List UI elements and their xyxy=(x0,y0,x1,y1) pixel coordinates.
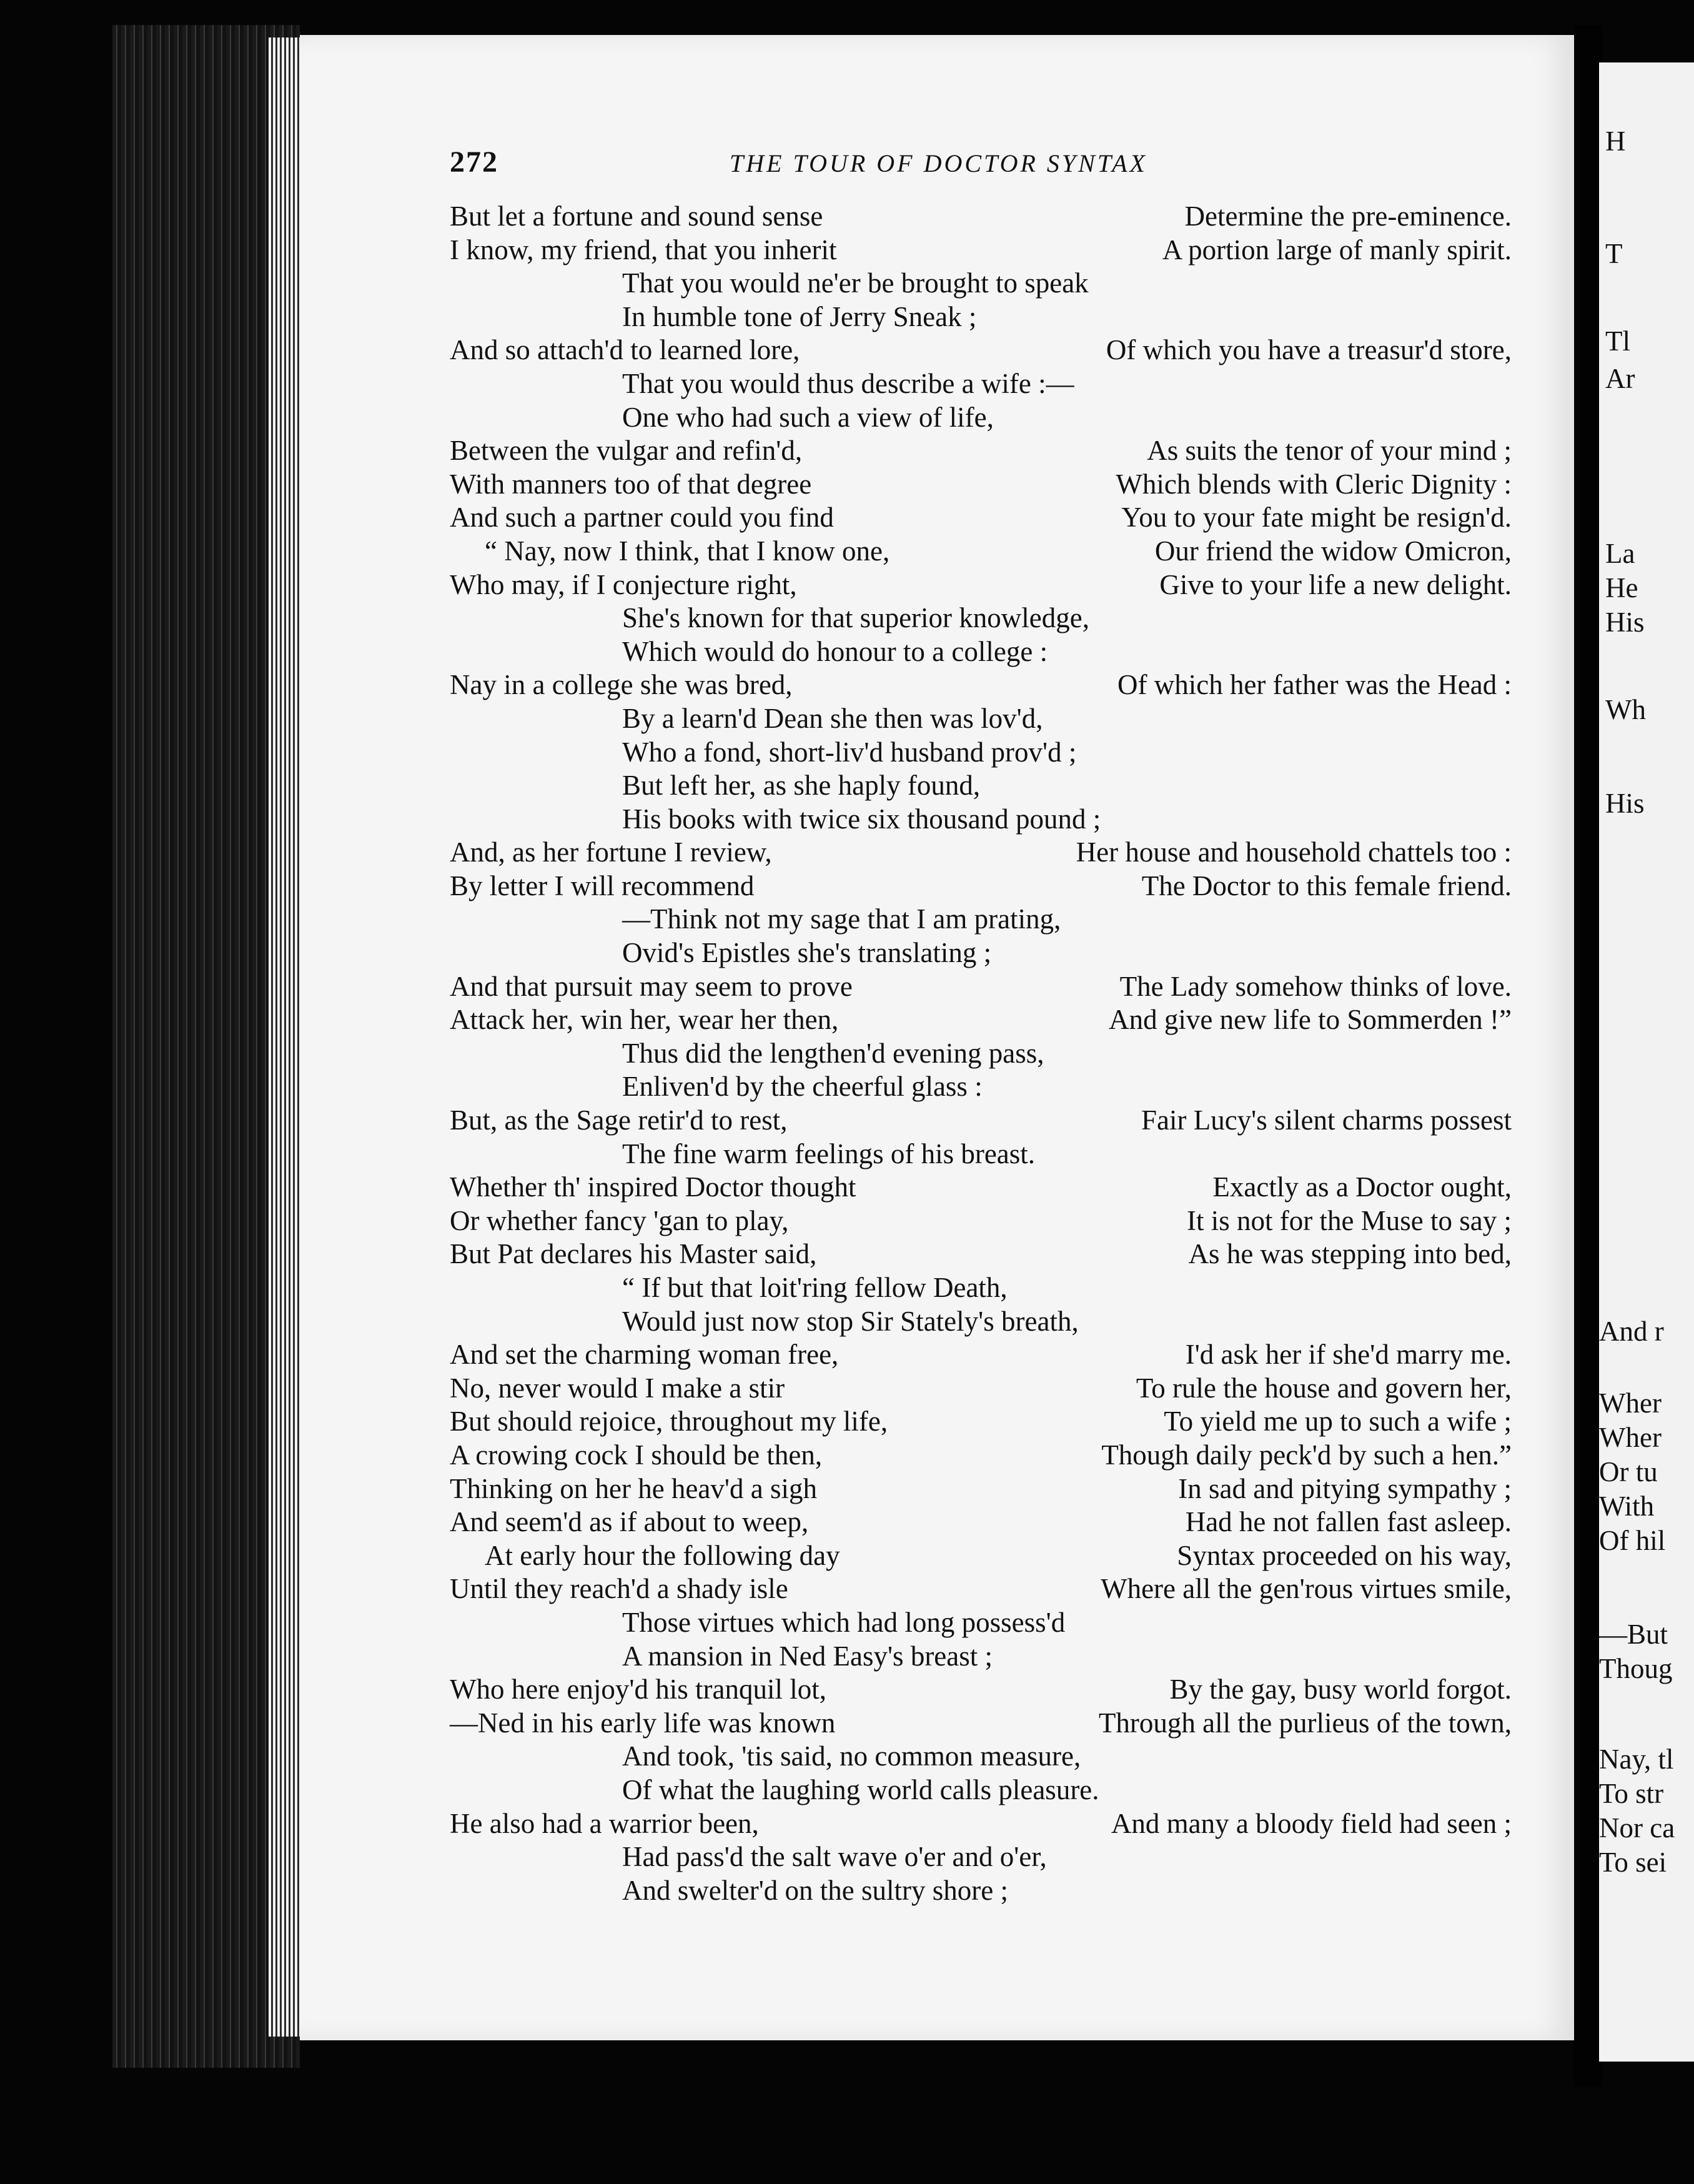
verse-half-left: And such a partner could you find xyxy=(450,502,834,534)
verse-line: Had pass'd the salt wave o'er and o'er, xyxy=(622,1841,1047,1873)
verse-line: His books with twice six thousand pound ; xyxy=(622,803,1101,835)
verse-line: A mansion in Ned Easy's breast ; xyxy=(622,1640,993,1672)
verse-line xyxy=(450,334,1512,367)
verse-half-left: But let a fortune and sound sense xyxy=(450,201,823,232)
verse-line xyxy=(450,1472,1512,1506)
verse-line xyxy=(450,1506,1512,1539)
verse-half-right: As he was stepping into bed, xyxy=(1188,1238,1512,1270)
verse-line: And swelter'd on the sultry shore ; xyxy=(622,1874,1009,1906)
next-page-line-fragment: Nay, tl xyxy=(1599,1744,1674,1775)
verse-line: —Think not my sage that I am prating, xyxy=(622,903,1061,935)
verse-half-right: Syntax proceeded on his way, xyxy=(1177,1539,1512,1571)
verse-half-left: He also had a warrior been, xyxy=(450,1807,759,1839)
verse-line xyxy=(450,1707,1512,1740)
verse-line: Which would do honour to a college : xyxy=(622,635,1048,667)
next-page-line-fragment: Wh xyxy=(1605,694,1646,725)
verse-half-right: Her house and household chattels too : xyxy=(1076,836,1512,868)
verse-half-right: Of which her father was the Head : xyxy=(1117,669,1512,701)
next-page-line-fragment: Of hil xyxy=(1599,1525,1666,1556)
verse-half-left: Between the vulgar and refin'd, xyxy=(450,435,803,467)
next-page-line-fragment: Ar xyxy=(1605,363,1635,394)
verse-half-left: Who may, if I conjecture right, xyxy=(450,568,797,600)
verse-half-left: By letter I will recommend xyxy=(450,870,755,901)
verse-line xyxy=(450,1673,1512,1707)
verse-half-right: In sad and pitying sympathy ; xyxy=(1178,1472,1512,1504)
next-page-line-fragment: T xyxy=(1605,238,1623,269)
poem-text xyxy=(450,200,1512,1907)
verse-line: Of what the laughing world calls pleasure. xyxy=(622,1774,1099,1805)
verse-line: That you would thus describe a wife :— xyxy=(622,367,1074,399)
verse-half-right: By the gay, busy world forgot. xyxy=(1169,1674,1512,1705)
verse-half-left: But, as the Sage retir'd to rest, xyxy=(450,1104,788,1136)
book-gutter xyxy=(1574,25,1602,2087)
verse-line xyxy=(450,1338,1512,1372)
next-page-line-fragment: And r xyxy=(1599,1316,1664,1347)
verse-half-right: Fair Lucy's silent charms possest xyxy=(1141,1104,1512,1136)
verse-half-left: Nay in a college she was bred, xyxy=(450,669,793,701)
verse-half-right: Had he not fallen fast asleep. xyxy=(1185,1506,1512,1538)
verse-half-right: Through all the purlieus of the town, xyxy=(1098,1707,1512,1739)
verse-line xyxy=(450,836,1512,870)
verse-line xyxy=(450,970,1512,1004)
verse-half-left: Whether th' inspired Doctor thought xyxy=(450,1171,856,1203)
next-page-line-fragment: He xyxy=(1605,572,1638,603)
verse-line xyxy=(450,870,1512,903)
verse-half-left: A crowing cock I should be then, xyxy=(450,1439,823,1471)
verse-half-right: As suits the tenor of your mind ; xyxy=(1147,435,1512,467)
verse-half-right: It is not for the Muse to say ; xyxy=(1187,1204,1512,1236)
verse-line: The fine warm feelings of his breast. xyxy=(622,1138,1036,1169)
running-head: THE TOUR OF DOCTOR SYNTAX xyxy=(730,149,1147,177)
verse-line: By a learn'd Dean she then was lov'd, xyxy=(622,702,1043,734)
verse-half-left: Thinking on her he heav'd a sigh xyxy=(450,1472,817,1504)
verse-half-left: No, never would I make a stir xyxy=(450,1372,785,1404)
verse-line: “ If but that loit'ring fellow Death, xyxy=(622,1272,1008,1303)
verse-line xyxy=(450,1807,1512,1841)
verse-line xyxy=(450,468,1512,502)
verse-half-right: And give new life to Sommerden !” xyxy=(1109,1004,1512,1036)
verse-half-left: Who here enjoy'd his tranquil lot, xyxy=(450,1674,826,1705)
verse-half-right: To yield me up to such a wife ; xyxy=(1164,1406,1512,1437)
verse-line xyxy=(450,200,1512,234)
verse-half-right: Which blends with Cleric Dignity : xyxy=(1116,468,1512,500)
verse-line xyxy=(450,568,1512,602)
verse-line xyxy=(450,1204,1512,1238)
verse-half-right: Our friend the widow Omicron, xyxy=(1154,535,1512,567)
next-page-line-fragment: His xyxy=(1605,788,1645,819)
verse-half-left: And set the charming woman free, xyxy=(450,1339,839,1371)
verse-half-right: And many a bloody field had seen ; xyxy=(1111,1807,1512,1839)
verse-half-right: I'd ask her if she'd marry me. xyxy=(1185,1339,1512,1371)
verse-half-left: But Pat declares his Master said, xyxy=(450,1238,817,1270)
verse-line: One who had such a view of life, xyxy=(622,401,994,433)
verse-line: That you would ne'er be brought to speak xyxy=(622,267,1089,299)
next-page-line-fragment: To str xyxy=(1599,1778,1664,1809)
verse-half-left: Until they reach'd a shady isle xyxy=(450,1573,788,1605)
verse-line: She's known for that superior knowledge, xyxy=(622,602,1089,634)
next-page-line-fragment: To sei xyxy=(1599,1847,1667,1878)
next-page-line-fragment: Wher xyxy=(1599,1387,1662,1419)
verse-line xyxy=(450,1405,1512,1439)
next-page-line-fragment: Thoug xyxy=(1599,1653,1673,1684)
verse-line: But left her, as she haply found, xyxy=(622,770,981,802)
next-page-line-fragment: Or tu xyxy=(1599,1456,1658,1487)
verse-half-left: And seem'd as if about to weep, xyxy=(450,1506,809,1538)
verse-half-right: A portion large of manly spirit. xyxy=(1162,234,1512,266)
verse-line xyxy=(450,1372,1512,1406)
next-page-line-fragment: Wher xyxy=(1599,1422,1662,1453)
verse-half-left: At early hour the following day xyxy=(485,1539,840,1571)
verse-half-right: Determine the pre-eminence. xyxy=(1184,201,1512,232)
verse-half-right: Of which you have a treasur'd store, xyxy=(1106,334,1512,366)
verse-line: In humble tone of Jerry Sneak ; xyxy=(622,300,977,332)
verse-half-left: Attack her, win her, wear her then, xyxy=(450,1004,839,1036)
verse-half-left: Or whether fancy 'gan to play, xyxy=(450,1204,789,1236)
page-number: 272 xyxy=(450,146,498,179)
verse-half-left: But should rejoice, throughout my life, xyxy=(450,1406,888,1437)
next-page-fragment xyxy=(1599,62,1694,2062)
verse-line xyxy=(450,501,1512,535)
verse-line: And took, 'tis said, no common measure, xyxy=(622,1740,1081,1772)
verse-line xyxy=(450,234,1512,267)
verse-line xyxy=(450,535,1512,568)
verse-half-right: The Doctor to this female friend. xyxy=(1141,870,1512,901)
verse-line: Thus did the lengthen'd evening pass, xyxy=(622,1037,1044,1069)
verse-half-left: And that pursuit may seem to prove xyxy=(450,970,853,1002)
next-page-line-fragment: His xyxy=(1605,607,1645,638)
verse-half-right: To rule the house and govern her, xyxy=(1136,1372,1512,1404)
verse-half-right: Give to your life a new delight. xyxy=(1159,568,1512,600)
verse-line xyxy=(450,1539,1512,1573)
verse-half-left: I know, my friend, that you inherit xyxy=(450,234,837,266)
verse-half-right: You to your fate might be resign'd. xyxy=(1121,502,1512,534)
verse-line xyxy=(450,1104,1512,1138)
next-page-line-fragment: H xyxy=(1605,126,1626,157)
next-page-line-fragment: With xyxy=(1599,1491,1655,1522)
verse-line xyxy=(450,1003,1512,1037)
verse-line xyxy=(450,1238,1512,1271)
verse-half-right: The Lady somehow thinks of love. xyxy=(1119,970,1512,1002)
next-page-line-fragment: Tl xyxy=(1605,325,1630,357)
verse-line xyxy=(450,668,1512,702)
next-page-line-fragment: Nor ca xyxy=(1599,1812,1675,1844)
verse-half-left: And so attach'd to learned lore, xyxy=(450,334,800,366)
verse-half-left: “ Nay, now I think, that I know one, xyxy=(485,535,890,567)
verse-line: Those virtues which had long possess'd xyxy=(622,1606,1066,1638)
verse-line: Ovid's Epistles she's translating ; xyxy=(622,937,992,969)
verse-half-right: Exactly as a Doctor ought, xyxy=(1212,1171,1512,1203)
verse-line xyxy=(450,1171,1512,1204)
verse-half-right: Where all the gen'rous virtues smile, xyxy=(1101,1573,1512,1605)
verse-half-left: —Ned in his early life was known xyxy=(450,1707,836,1739)
verse-line xyxy=(450,434,1512,468)
verse-line: Who a fond, short-liv'd husband prov'd ; xyxy=(622,736,1077,768)
verse-half-left: With manners too of that degree xyxy=(450,468,812,500)
verse-line: Enliven'd by the cheerful glass : xyxy=(622,1071,983,1103)
verse-line xyxy=(450,1439,1512,1472)
verse-half-left: And, as her fortune I review, xyxy=(450,836,772,868)
verse-half-right: Though daily peck'd by such a hen.” xyxy=(1101,1439,1512,1471)
next-page-line-fragment: La xyxy=(1605,538,1635,569)
verse-line: Would just now stop Sir Stately's breath, xyxy=(622,1305,1079,1337)
next-page-line-fragment: —But xyxy=(1599,1619,1668,1650)
verse-line xyxy=(450,1572,1512,1606)
